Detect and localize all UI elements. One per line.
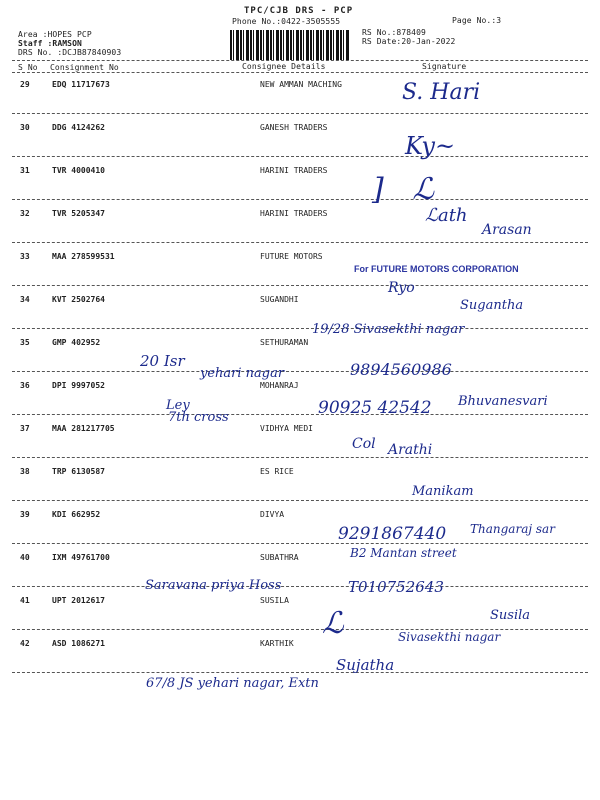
sign-35-b: yehari nagar [200,366,285,381]
row-serial-number: 42 [20,639,30,648]
page-number: Page No.:3 [452,16,502,25]
row-divider [12,113,588,114]
sign-40-b: T010752643 [348,578,444,596]
row-consignment-number: TVR 4000410 [52,166,105,175]
row-consignment-number: TVR 5205347 [52,209,105,218]
sign-41-mark: ℒ [322,606,344,641]
column-sno: S No [18,63,38,72]
row-consignee-name: VIDHYA MEDI [260,424,313,433]
row-consignment-number: UPT 2012617 [52,596,105,605]
row-divider [12,543,588,544]
row-divider [12,199,588,200]
sign-41-a: Susila [490,608,531,623]
sign-34-a: Sugantha [460,298,524,313]
row-serial-number: 32 [20,209,30,218]
phone-number: Phone No.:0422-3505555 [232,17,341,26]
row-consignment-number: MAA 278599531 [52,252,115,261]
row-divider [12,457,588,458]
row-divider [12,242,588,243]
drs-number: DRS No. :DCJB87840903 [18,48,122,57]
signature-31: ] ℒ [372,172,434,207]
row-divider [12,371,588,372]
row-divider [12,328,588,329]
row-serial-number: 38 [20,467,30,476]
row-serial-number: 34 [20,295,30,304]
barcode [230,30,350,60]
sign-35-phone: 9894560986 [350,360,452,379]
row-consignment-number: TRP 6130587 [52,467,105,476]
signature-33: Ryo [388,280,415,296]
row-consignee-name: MOHANRAJ [260,381,299,390]
sign-39-phone: 9291867440 [338,524,447,544]
row-consignee-name: SUGANDHI [260,295,299,304]
sign-36-c: Bhuvanesvari [458,394,548,409]
staff-label: Staff :RAMSON [18,39,82,48]
rs-number: RS No.:878409 [362,28,426,37]
row-consignment-number: MAA 281217705 [52,424,115,433]
note-32: Arasan [482,222,532,238]
row-serial-number: 41 [20,596,30,605]
row-serial-number: 31 [20,166,30,175]
row-serial-number: 30 [20,123,30,132]
row-divider [12,156,588,157]
row-consignment-number: GMP 402952 [52,338,101,347]
sign-36-phone: 90925 42542 [318,398,432,418]
row-consignment-number: DPI 9997052 [52,381,105,390]
sign-38: Manikam [412,484,474,499]
row-consignee-name: ES RICE [260,467,294,476]
row-consignee-name: FUTURE MOTORS [260,252,323,261]
row-serial-number: 35 [20,338,30,347]
column-signature: Signature [422,62,467,71]
sign-39-b: Thangaraj sar [470,522,555,536]
rs-date: RS Date:20-Jan-2022 [362,37,456,46]
row-serial-number: 33 [20,252,30,261]
row-serial-number: 39 [20,510,30,519]
signature-29: S. Hari [402,80,481,105]
row-divider [12,414,588,415]
row-serial-number: 36 [20,381,30,390]
row-consignee-name: HARINI TRADERS [260,209,328,218]
row-serial-number: 29 [20,80,30,89]
sign-35-a: 20 Isr [140,352,185,370]
row-consignee-name: SETHURAMAN [260,338,309,347]
row-divider [12,285,588,286]
sign-42-a: Sujatha [336,656,395,674]
row-consignment-number: IXM 49761700 [52,553,110,562]
row-consignee-name: KARTHIK [260,639,294,648]
area-label: Area :HOPES PCP [18,30,92,39]
signature-30: Ky~ [405,132,456,160]
row-divider [12,672,588,673]
sign-37-a: Col [352,436,376,452]
row-consignee-name: GANESH TRADERS [260,123,328,132]
sign-36-b: 7th cross [168,410,229,425]
row-consignee-name: NEW AMMAN MACHING [260,80,342,89]
row-consignment-number: ASD 1086271 [52,639,105,648]
row-consignee-name: SUSILA [260,596,289,605]
signature-32: ℒath [425,205,468,226]
sign-36-a: Ley [166,398,190,413]
sign-39-c: B2 Mantan street [350,546,457,560]
row-consignment-number: KDI 662952 [52,510,101,519]
row-consignee-name: SUBATHRA [260,553,299,562]
sign-40-a: Saravana priya Hoss [145,578,282,593]
row-consignee-name: HARINI TRADERS [260,166,328,175]
row-consignment-number: EDQ 11717673 [52,80,110,89]
sign-34-b: 19/28 Sivasekthi nagar [312,322,465,337]
row-consignment-number: DDG 4124262 [52,123,105,132]
sign-37-b: Arathi [388,442,433,458]
row-consignment-number: KVT 2502764 [52,295,105,304]
document-title: TPC/CJB DRS - PCP [244,6,354,16]
row-consignee-name: DIVYA [260,510,285,519]
sign-42-b: 67/8 JS yehari nagar, Extn [146,676,319,691]
row-serial-number: 40 [20,553,30,562]
sign-41-b: Sivasekthi nagar [398,630,501,644]
row-divider [12,500,588,501]
row-serial-number: 37 [20,424,30,433]
row-divider [12,629,588,630]
column-consignment: Consignment No [50,63,119,72]
row-divider [12,586,588,587]
column-consignee: Consignee Details [242,62,326,71]
company-stamp: For FUTURE MOTORS CORPORATION [354,264,519,274]
